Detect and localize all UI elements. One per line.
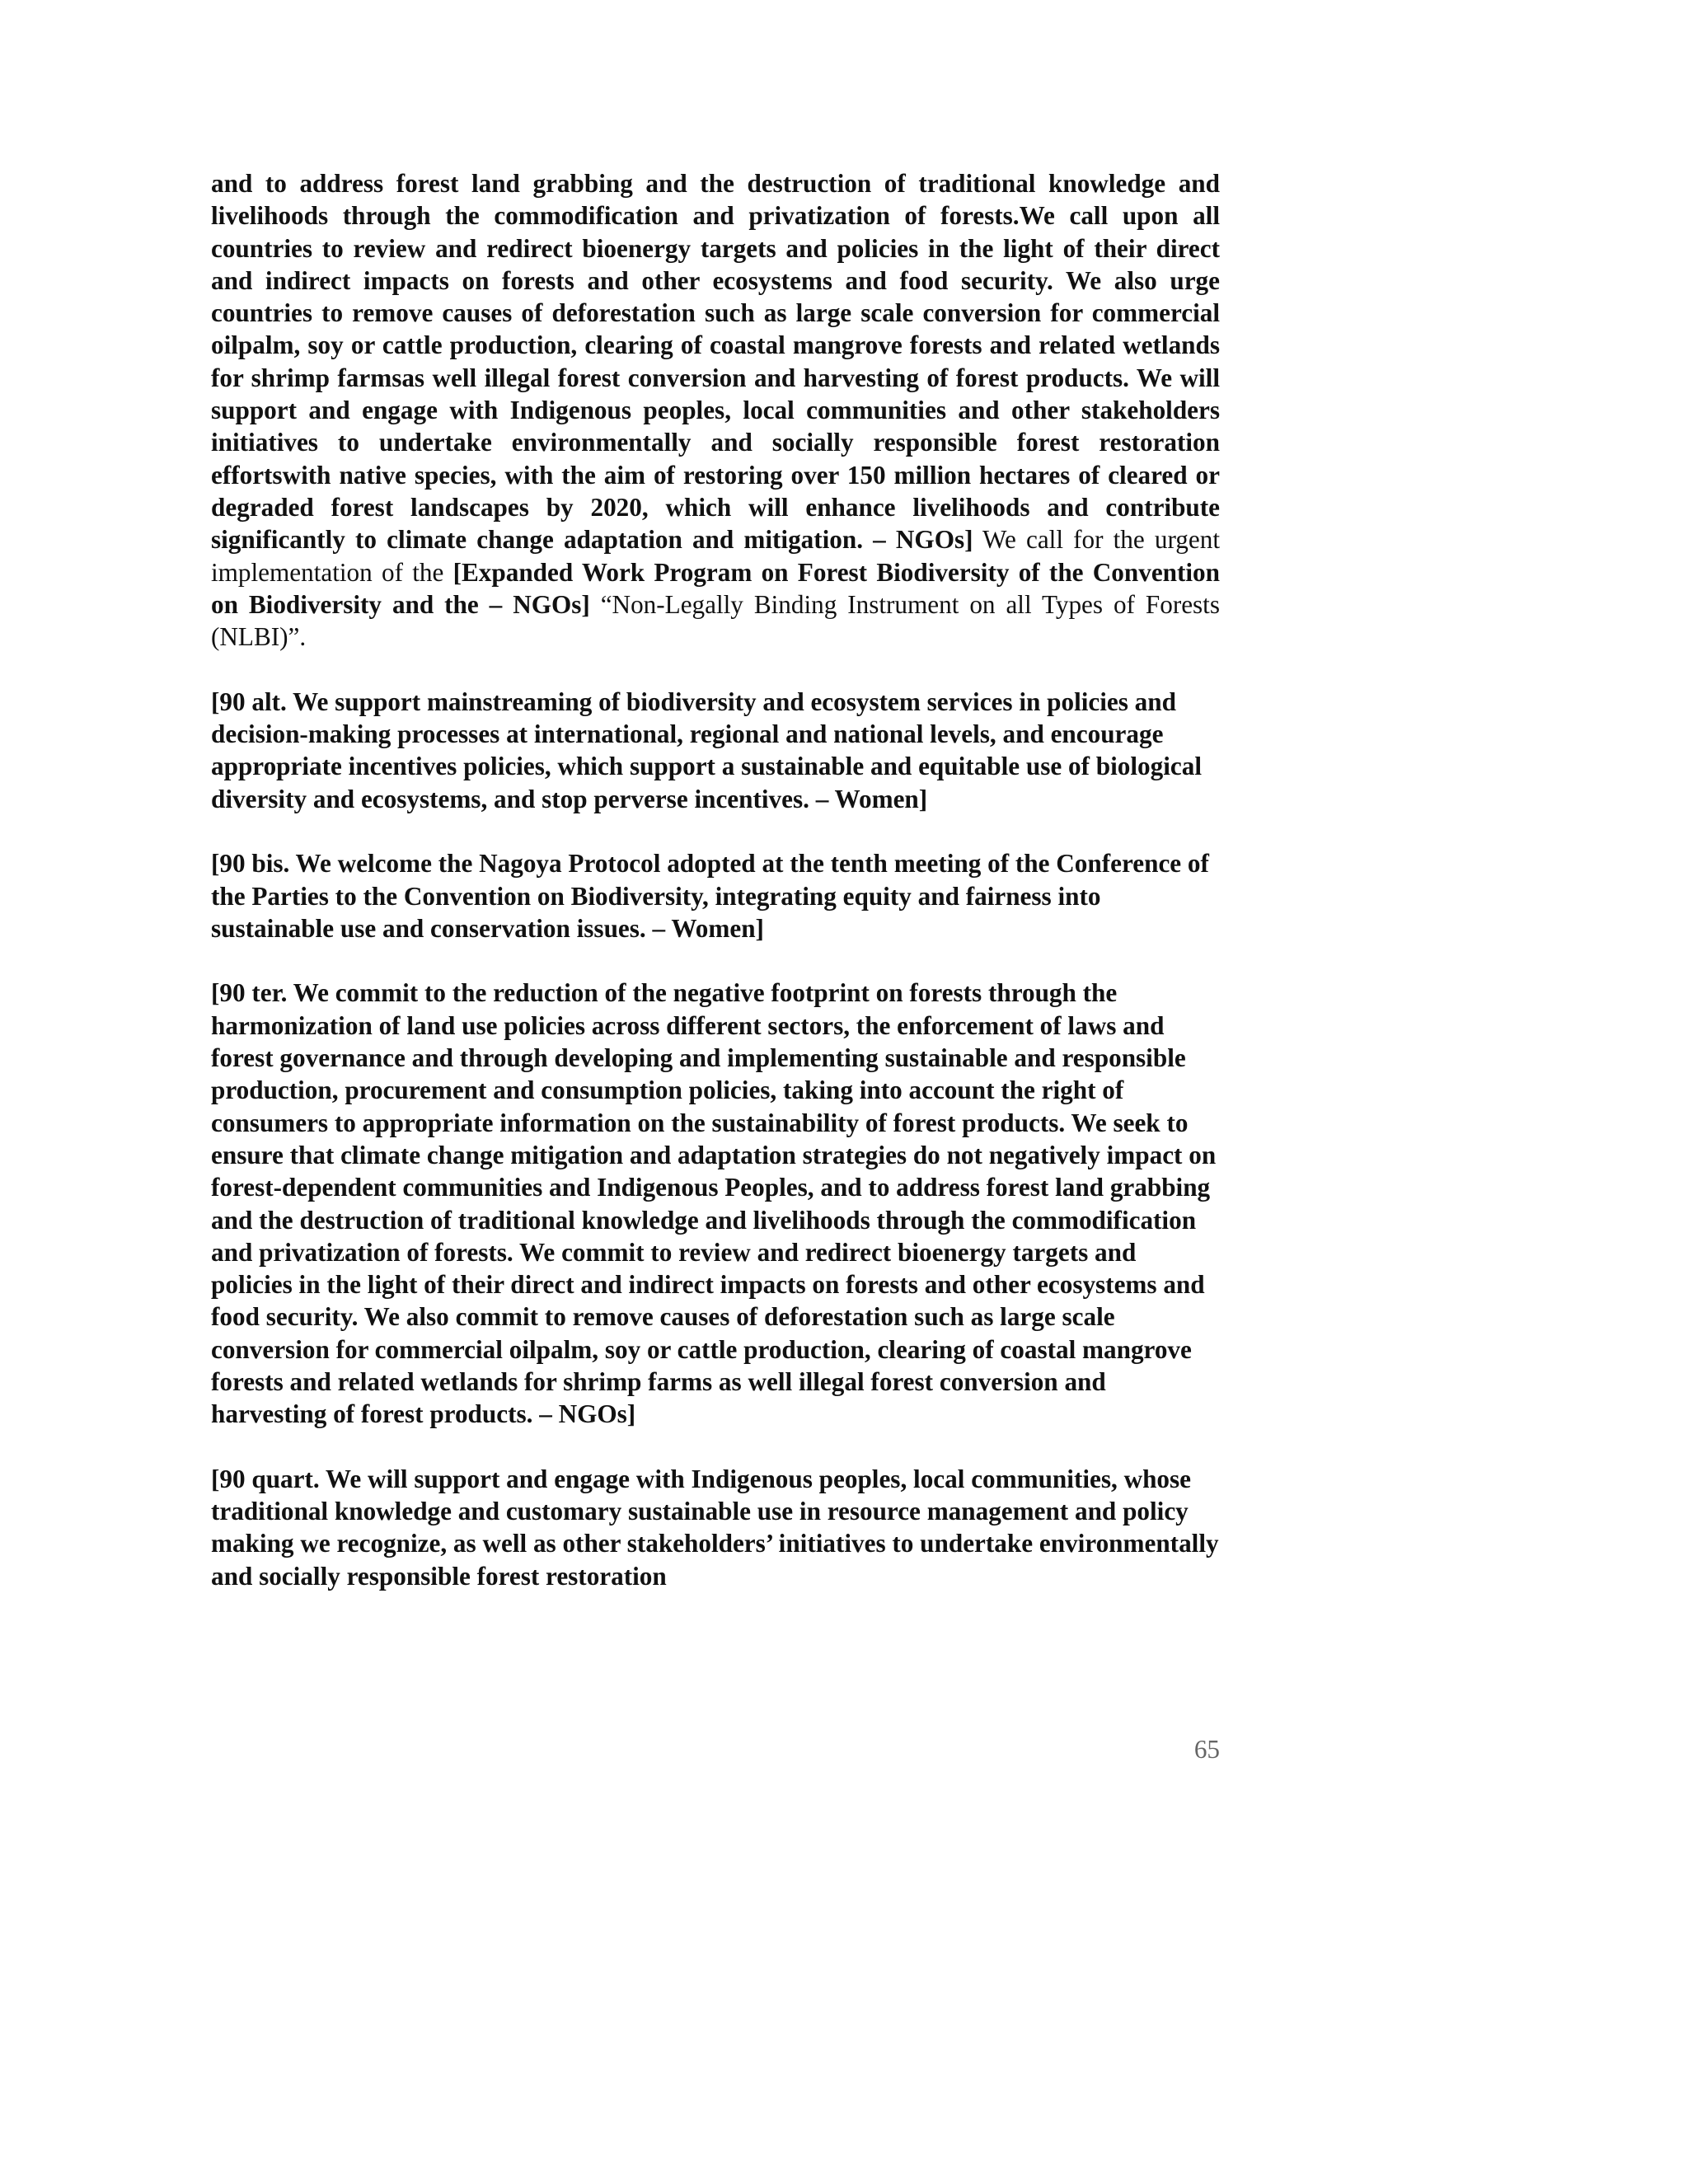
paragraph-90-continued: [211, 167, 1220, 653]
paragraph-normal-text: We call for the urgent implementation of the: [211, 525, 1220, 587]
paragraph-90-alt: [211, 686, 1220, 815]
paragraph-90-bis: [211, 847, 1220, 944]
paragraph-90-quart: [211, 1463, 1220, 1592]
document-body: [211, 167, 1220, 1592]
paragraph-bold-text: and to address forest land grabbing and the destruction of traditional knowledge and livelihoods through the commodification and privatization of forests.We call upon all countries to review and redirect bioenergy targets and policies in the light of their direct and indirect impacts on forests and other ecosystems and food security. We also urge countries to remove causes of deforestation such as large scale conversion for commercial oilpalm, soy or cattle production, clearing of coastal mangrove forests and related wetlands for shrimp farmsas well illegal forest conversion and harvesting of forest products. We will support and engage with Indigenous peoples, local communities and other stakeholders initiatives to undertake environmentally and socially responsible forest restoration effortswith native species, with the aim of restoring over 150 million hectares of cleared or degraded forest landscapes by 2020, which will enhance livelihoods and contribute significantly to climate change adaptation and mitigation. – NGOs]: [211, 169, 1220, 555]
paragraph-normal-text-2: “Non-Legally Binding Instrument on all Types of Forests (NLBI)”.: [211, 589, 1220, 652]
paragraph-90-ter-text: [90 ter. We commit to the reduction of the negative footprint on forests through the harmonization of land use policies across different sectors, the enforcement of laws and forest governance and through developing and implementing sustainable and responsible production, procurement and consumption policies, taking into account the right of consumers to appropriate information on the sustainability of forest products. We seek to ensure that climate change mitigation and adaptation strategies do not negatively impact on forest-dependent communities and Indigenous Peoples, and to address forest land grabbing and the destruction of traditional knowledge and livelihoods through the commodification and privatization of forests. We commit to review and redirect bioenergy targets and policies in the light of their direct and indirect impacts on forests and other ecosystems and food security. We also commit to remove causes of deforestation such as large scale conversion for commercial oilpalm, soy or cattle production, clearing of coastal mangrove forests and related wetlands for shrimp farms as well illegal forest conversion and harvesting of forest products. – NGOs]: [211, 978, 1217, 1429]
paragraph-bold-text-2: [Expanded Work Program on Forest Biodiversity of the Convention on Biodiversity and the – NGOs]: [211, 557, 1220, 619]
paragraph-90-alt-text: [90 alt. We support mainstreaming of biodiversity and ecosystem services in policies and decision-making processes at international, regional and national levels, and encourage appropriate incentives policies, which support a sustainable and equitable use of biological diversity and ecosystems, and stop perverse incentives. – Women]: [211, 687, 1203, 813]
paragraph-90-bis-text: [90 bis. We welcome the Nagoya Protocol adopted at the tenth meeting of the Conference of the Parties to the Convention on Biodiversity, integrating equity and fairness into sustainable use and conservation issues. – Women]: [211, 849, 1209, 943]
page-number: 65: [1193, 1735, 1220, 1764]
paragraph-90-ter: [211, 977, 1220, 1430]
paragraph-90-quart-text: [90 quart. We will support and engage with Indigenous peoples, local communities, whose traditional knowledge and customary sustainable use in resource management and policy making we recognize, as well as other stakeholders’ initiatives to undertake environmentally and socially responsible forest restoration: [211, 1464, 1219, 1591]
